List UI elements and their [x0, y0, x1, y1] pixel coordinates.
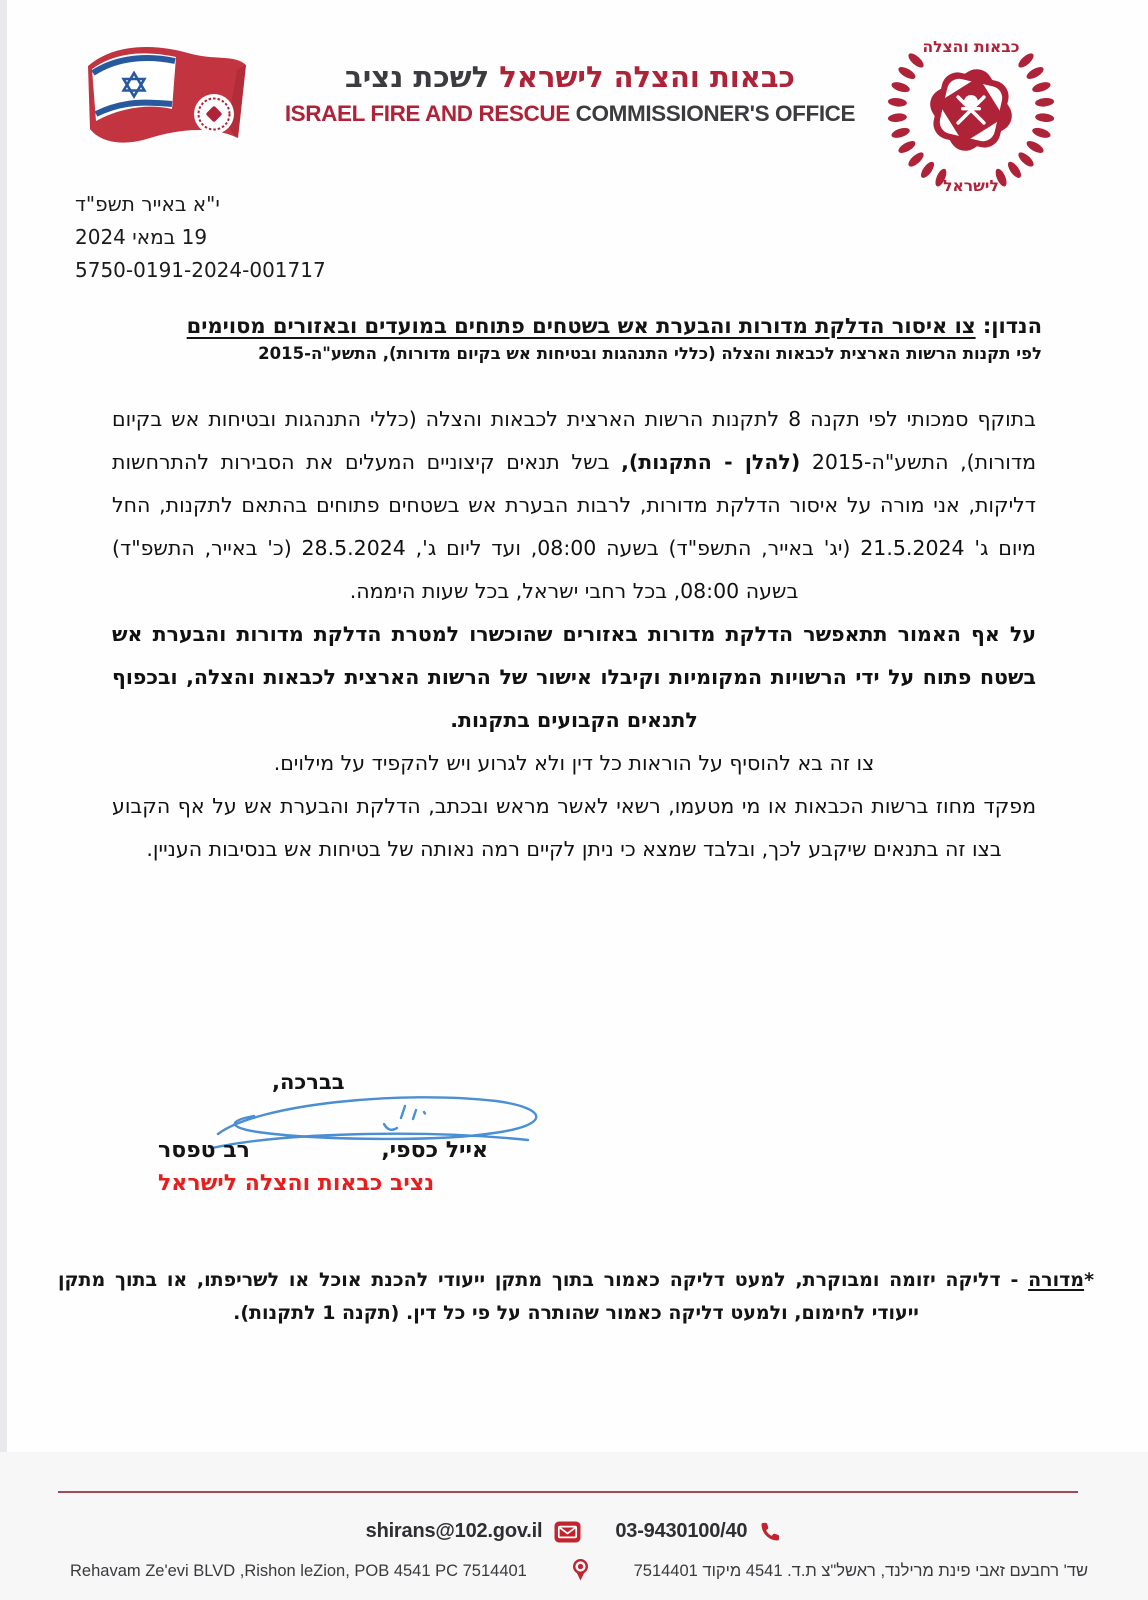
- signature-role: נציב כבאות והצלה לישראל: [158, 1171, 435, 1196]
- footer-phone: 03-9430100/40: [615, 1520, 748, 1542]
- footer-addresses: [70, 1558, 1088, 1584]
- phone-icon: [759, 1520, 782, 1543]
- letter-meta: [75, 188, 326, 287]
- subject-label: הנדון:: [975, 314, 1042, 338]
- letterhead-title-english: [270, 101, 870, 127]
- paragraph-exception: על אף האמור תתאפשר הדלקת מדורות באזורים שהוכשרו למטרת הדלקת מדורות והבערת אש בשטח פתוח על ידי הרשויות המקומיות וקיבלו אישור של הרשות הארצית לכבאות והצלה, ובכפוף לתנאים הקבועים בתקנות.: [112, 622, 1036, 732]
- emblem-text-bottom: לישראל: [943, 177, 999, 195]
- fire-rescue-round-emblem: [878, 20, 1066, 200]
- envelope-icon: [554, 1521, 581, 1543]
- signature-name: אייל כספי,: [381, 1138, 488, 1163]
- scan-edge: [0, 0, 7, 1600]
- footnote-text: - דליקה יזומה ומבוקרת, למעט דליקה כאמור בתוך מתקן ייעודי להכנת אוכל או לשריפתו, או בתוך מתקן ייעודי לחימום, ולמעט דליקה כאמור שהותרה על פי כל דין. (תקנה 1 לתקנות).: [58, 1269, 1029, 1324]
- israel-fire-flag-logo: [76, 26, 256, 168]
- signature-closing: בברכה,: [272, 1070, 345, 1094]
- paragraph-addition: צו זה בא להוסיף על הוראות כל דין ולא לגרוע ויש להקפיד על מילוים.: [273, 751, 875, 775]
- letter-body: [112, 398, 1036, 871]
- footer-address-hebrew: שד' רחבעם זאבי פינת מרילנד, ראשל"צ ת.ד. 4541 מיקוד 7514401: [633, 1561, 1088, 1580]
- footer-contacts: [0, 1520, 1148, 1543]
- paragraph-authority-start: בתוקף סמכותי לפי תקנה 8 לתקנות הרשות הארצית לכבאות והצלה (כללי התנהגות ובטיחות אש בקיום מדורות), התשע"ה-2015: [112, 407, 1037, 474]
- letterhead-titles: [270, 60, 870, 127]
- footer-email: shirans@102.gov.il: [365, 1520, 543, 1542]
- paragraph-authority: [112, 398, 1036, 613]
- footer-divider: [58, 1491, 1078, 1493]
- letterhead-title-english-dark: COMMISSIONER'S OFFICE: [569, 101, 856, 126]
- subject-title: צו איסור הדלקת מדורות והבערת אש בשטחים פתוחים במועדים ובאזורים מסוימים: [186, 314, 976, 338]
- gregorian-date: 19 במאי 2024: [75, 225, 208, 249]
- paragraph-authority-bold-term: (להלן - התקנות),: [621, 450, 801, 474]
- letterhead-title-hebrew: [270, 60, 870, 94]
- footnote-term: מדורה: [1028, 1269, 1085, 1291]
- letterhead-title-hebrew-red: כבאות והצלה לישראל: [499, 60, 795, 94]
- paragraph-district-commander: מפקד מחוז ברשות הכבאות או מי מטעמו, רשאי לאשר מראש ובכתב, הדלקת והבערת אש על אף הקבוע בצו זה בתנאים שיקבע לכך, ובלבד שמצא כי ניתן לקיים רמה נאותה של בטיחות אש בנסיבות העניין.: [112, 794, 1036, 861]
- footer-address-english: Rehavam Ze'evi BLVD ,Rishon leZion, POB 4541 PC 7514401: [70, 1561, 527, 1580]
- signature-rank: רב טפסר: [158, 1138, 250, 1163]
- location-pin-icon: [571, 1558, 590, 1584]
- footnote-star: *: [1084, 1269, 1094, 1291]
- subject-line: [106, 314, 1042, 338]
- letterhead-title-hebrew-dark: לשכת נציב: [345, 60, 500, 94]
- hebrew-date: י"א באייר תשפ"ד: [75, 192, 220, 216]
- subject-subtitle: לפי תקנות הרשות הארצית לכבאות והצלה (כללי התנהגות ובטיחות אש בקיום מדורות), התשע"ה-2015: [258, 344, 1042, 363]
- letterhead-title-english-red: ISRAEL FIRE AND RESCUE: [284, 101, 570, 126]
- paragraph-authority-rest: בשל תנאים קיצוניים המעלים את הסבירות להתרחשות דליקות, אני מורה על איסור הדלקת מדורות, לרבות הבערת אש בשטחים פתוחים בהתאם לתקנות, החל מיום ג' 21.5.2024 (יג' באייר, התשפ"ד) בשעה 08:00, ועד ליום ג', 28.5.2024 (כ' באייר, התשפ"ד) בשעה 08:00, בכל רחבי ישראל, בכל שעות היממה.: [112, 450, 1036, 603]
- signature-name-row: [158, 1138, 488, 1163]
- reference-number: 5750-0191-2024-001717: [75, 258, 326, 282]
- emblem-text-top: כבאות והצלה: [922, 38, 1020, 56]
- subject-block: [106, 314, 1042, 363]
- footnote-bonfire-definition: [58, 1264, 1094, 1330]
